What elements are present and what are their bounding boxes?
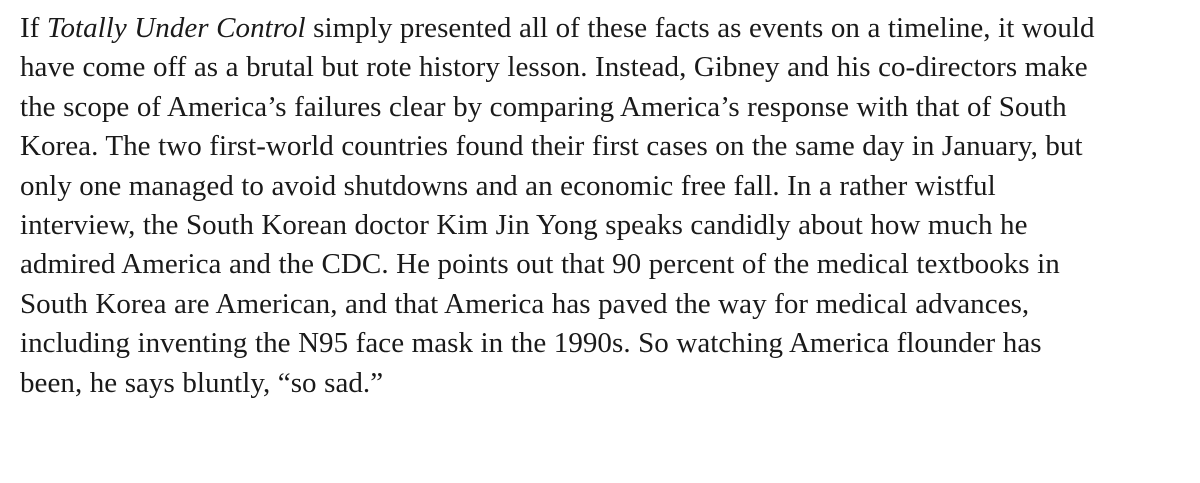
line-1-rest-text: simply presented all of these facts as events on a timeline, it would (305, 12, 1095, 44)
paragraph-line-10: been, he says bluntly, “so sad.” (20, 366, 384, 399)
paragraph-line-4: Korea. The two first-world countries found their first cases on the same day in January, but (20, 130, 1083, 163)
paragraph-line-1 (20, 9, 1190, 48)
paragraph-line-2: have come off as a brutal but rote history lesson. Instead, Gibney and his co-directors make (20, 51, 1088, 84)
paragraph-line-8: South Korea are American, and that America has paved the way for medical advances, (20, 287, 1030, 320)
paragraph-line-9: including inventing the N95 face mask in the 1990s. So watching America flounder has (20, 327, 1042, 360)
line-1-lead-text: If (20, 12, 47, 44)
film-title: Totally Under Control (46, 12, 306, 44)
paragraph-line-6: interview, the South Korean doctor Kim Jin Yong speaks candidly about how much he (20, 209, 1028, 242)
paragraph-line-3: the scope of America’s failures clear by comparing America’s response with that of South (20, 90, 1067, 123)
paragraph-line-7: admired America and the CDC. He points out that 90 percent of the medical textbooks in (20, 248, 1060, 281)
article-paragraph (20, 9, 1190, 403)
paragraph-line-5: only one managed to avoid shutdowns and an economic free fall. In a rather wistful (20, 169, 996, 202)
